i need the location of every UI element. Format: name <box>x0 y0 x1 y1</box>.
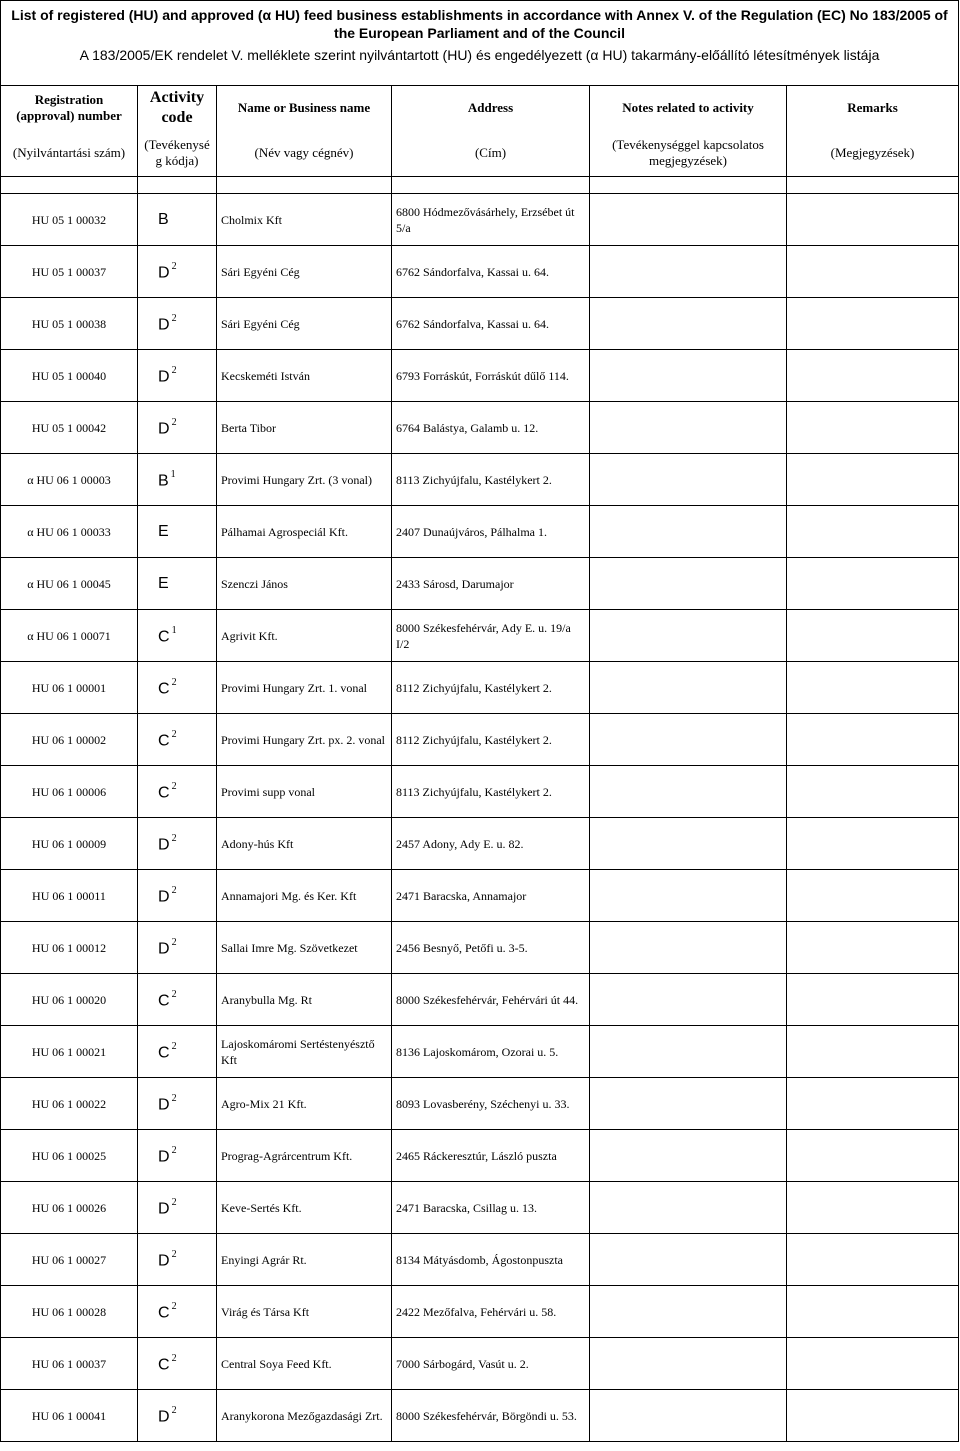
activity-code: B <box>158 472 169 490</box>
registration-number-cell: HU 05 1 00038 <box>1 298 138 350</box>
address-cell: 8000 Székesfehérvár, Fehérvári út 44. <box>392 974 590 1026</box>
address-cell: 8136 Lajoskomárom, Ozorai u. 5. <box>392 1026 590 1078</box>
remarks-cell <box>787 922 959 974</box>
activity-code-superscript: 2 <box>171 1197 177 1209</box>
activity-code-cell <box>138 1234 217 1286</box>
activity-code: D <box>158 1408 170 1426</box>
notes-cell <box>590 454 787 506</box>
activity-code-superscript: 2 <box>171 1301 177 1313</box>
activity-code-superscript: 2 <box>171 885 177 897</box>
activity-code-cell <box>138 1130 217 1182</box>
registration-number-cell: HU 06 1 00006 <box>1 766 138 818</box>
registration-number-cell: α HU 06 1 00003 <box>1 454 138 506</box>
activity-code: C <box>158 1044 170 1062</box>
activity-code-superscript: 2 <box>171 989 177 1001</box>
activity-code-cell <box>138 506 217 558</box>
table-row <box>1 1234 959 1286</box>
remarks-cell <box>787 246 959 298</box>
activity-code-superscript: 2 <box>171 1041 177 1053</box>
activity-code-cell <box>138 194 217 246</box>
remarks-cell <box>787 194 959 246</box>
remarks-cell <box>787 870 959 922</box>
notes-cell <box>590 1286 787 1338</box>
table-row <box>1 818 959 870</box>
title-hungarian: A 183/2005/EK rendelet V. melléklete szerint nyilvántartott (HU) és engedélyezett (α HU) takarmány-előállító létesítmények listája <box>1 43 959 86</box>
activity-code-cell <box>138 818 217 870</box>
business-name-cell: Kecskeméti István <box>217 350 392 402</box>
notes-cell <box>590 974 787 1026</box>
notes-cell <box>590 1234 787 1286</box>
activity-code-cell <box>138 1286 217 1338</box>
registration-number-cell: α HU 06 1 00045 <box>1 558 138 610</box>
activity-code-cell <box>138 870 217 922</box>
table-row <box>1 454 959 506</box>
activity-code-cell <box>138 922 217 974</box>
business-name-cell: Aranykorona Mezőgazdasági Zrt. <box>217 1390 392 1442</box>
business-name-cell: Sári Egyéni Cég <box>217 246 392 298</box>
activity-code-superscript: 2 <box>171 677 177 689</box>
table-row <box>1 1182 959 1234</box>
remarks-cell <box>787 1026 959 1078</box>
table-row <box>1 506 959 558</box>
address-cell: 8112 Zichyújfalu, Kastélykert 2. <box>392 714 590 766</box>
registration-number-cell: HU 06 1 00011 <box>1 870 138 922</box>
notes-cell <box>590 1182 787 1234</box>
header-activity-en: Activity code <box>138 86 217 131</box>
table-row <box>1 870 959 922</box>
address-cell: 2433 Sárosd, Darumajor <box>392 558 590 610</box>
address-cell: 6762 Sándorfalva, Kassai u. 64. <box>392 246 590 298</box>
business-name-cell: Keve-Sertés Kft. <box>217 1182 392 1234</box>
activity-code-cell <box>138 350 217 402</box>
table-row <box>1 298 959 350</box>
business-name-cell: Central Soya Feed Kft. <box>217 1338 392 1390</box>
header-remarks-hu: (Megjegyzések) <box>787 130 959 177</box>
header-registration-hu: (Nyilvántartási szám) <box>1 130 138 177</box>
activity-code-cell <box>138 298 217 350</box>
remarks-cell <box>787 714 959 766</box>
activity-code-cell <box>138 1026 217 1078</box>
spacer-cell <box>392 177 590 194</box>
business-name-cell: Provimi Hungary Zrt. px. 2. vonal <box>217 714 392 766</box>
notes-cell <box>590 1390 787 1442</box>
registration-number-cell: HU 06 1 00002 <box>1 714 138 766</box>
activity-code-superscript: 2 <box>171 261 177 273</box>
registration-number-cell: HU 05 1 00037 <box>1 246 138 298</box>
business-name-cell: Aranybulla Mg. Rt <box>217 974 392 1026</box>
remarks-cell <box>787 1234 959 1286</box>
remarks-cell <box>787 1078 959 1130</box>
address-cell: 2456 Besnyő, Petőfi u. 3-5. <box>392 922 590 974</box>
address-cell: 8113 Zichyújfalu, Kastélykert 2. <box>392 766 590 818</box>
address-cell: 2422 Mezőfalva, Fehérvári u. 58. <box>392 1286 590 1338</box>
activity-code-cell <box>138 766 217 818</box>
activity-code: C <box>158 680 170 698</box>
activity-code-cell <box>138 1182 217 1234</box>
remarks-cell <box>787 454 959 506</box>
remarks-cell <box>787 974 959 1026</box>
activity-code: C <box>158 1304 170 1322</box>
activity-code: D <box>158 836 170 854</box>
activity-code-superscript: 2 <box>171 1249 177 1261</box>
business-name-cell: Lajoskomáromi Sertéstenyésztő Kft <box>217 1026 392 1078</box>
remarks-cell <box>787 1338 959 1390</box>
remarks-cell <box>787 1286 959 1338</box>
activity-code: D <box>158 1148 170 1166</box>
title-english: List of registered (HU) and approved (α HU) feed business establishments in accordance with Annex V. of the Regulation (EC) No 183/2005 of the European Parliament and of the Council <box>1 1 959 44</box>
notes-cell <box>590 1338 787 1390</box>
spacer-cell <box>217 177 392 194</box>
notes-cell <box>590 1026 787 1078</box>
registration-number-cell: HU 05 1 00040 <box>1 350 138 402</box>
spacer-cell <box>138 177 217 194</box>
business-name-cell: Prograg-Agrárcentrum Kft. <box>217 1130 392 1182</box>
notes-cell <box>590 402 787 454</box>
activity-code-superscript: 2 <box>171 365 177 377</box>
table-row <box>1 974 959 1026</box>
activity-code: D <box>158 264 170 282</box>
registration-number-cell: HU 06 1 00037 <box>1 1338 138 1390</box>
remarks-cell <box>787 1390 959 1442</box>
notes-cell <box>590 558 787 610</box>
activity-code-cell <box>138 1078 217 1130</box>
address-cell: 2471 Baracska, Annamajor <box>392 870 590 922</box>
business-name-cell: Sári Egyéni Cég <box>217 298 392 350</box>
business-name-cell: Pálhamai Agrospeciál Kft. <box>217 506 392 558</box>
activity-code-cell <box>138 246 217 298</box>
activity-code-cell <box>138 402 217 454</box>
spacer-cell <box>590 177 787 194</box>
address-cell: 2407 Dunaújváros, Pálhalma 1. <box>392 506 590 558</box>
activity-code-cell <box>138 662 217 714</box>
address-cell: 8112 Zichyújfalu, Kastélykert 2. <box>392 662 590 714</box>
table-row <box>1 922 959 974</box>
notes-cell <box>590 922 787 974</box>
table-row <box>1 558 959 610</box>
address-cell: 2465 Ráckeresztúr, László puszta <box>392 1130 590 1182</box>
notes-cell <box>590 350 787 402</box>
address-cell: 8000 Székesfehérvár, Ady E. u. 19/a I/2 <box>392 610 590 662</box>
activity-code-superscript: 1 <box>171 625 177 637</box>
notes-cell <box>590 766 787 818</box>
activity-code-cell <box>138 974 217 1026</box>
remarks-cell <box>787 1130 959 1182</box>
activity-code-cell <box>138 454 217 506</box>
business-name-cell: Cholmix Kft <box>217 194 392 246</box>
activity-code-superscript: 2 <box>171 781 177 793</box>
address-cell: 6800 Hódmezővásárhely, Erzsébet út 5/a <box>392 194 590 246</box>
header-notes-hu: (Tevékenységgel kapcsolatos megjegyzések) <box>590 130 787 177</box>
address-cell: 8000 Székesfehérvár, Börgöndi u. 53. <box>392 1390 590 1442</box>
remarks-cell <box>787 1182 959 1234</box>
header-address-hu: (Cím) <box>392 130 590 177</box>
activity-code-cell <box>138 1338 217 1390</box>
activity-code: C <box>158 784 170 802</box>
table-row <box>1 1130 959 1182</box>
table-row <box>1 714 959 766</box>
table-row <box>1 1078 959 1130</box>
notes-cell <box>590 610 787 662</box>
business-name-cell: Provimi supp vonal <box>217 766 392 818</box>
business-name-cell: Adony-hús Kft <box>217 818 392 870</box>
registration-number-cell: HU 06 1 00009 <box>1 818 138 870</box>
notes-cell <box>590 1130 787 1182</box>
activity-code-superscript: 1 <box>170 469 176 481</box>
registration-number-cell: HU 06 1 00012 <box>1 922 138 974</box>
activity-code: D <box>158 940 170 958</box>
activity-code-superscript: 2 <box>171 729 177 741</box>
address-cell: 6764 Balástya, Galamb u. 12. <box>392 402 590 454</box>
activity-code-superscript: 2 <box>171 1145 177 1157</box>
header-address-en: Address <box>392 86 590 131</box>
notes-cell <box>590 1078 787 1130</box>
remarks-cell <box>787 558 959 610</box>
activity-code-superscript: 2 <box>171 1405 177 1417</box>
business-name-cell: Provimi Hungary Zrt. (3 vonal) <box>217 454 392 506</box>
activity-code-superscript: 2 <box>171 833 177 845</box>
remarks-cell <box>787 350 959 402</box>
activity-code: E <box>158 574 169 592</box>
address-cell: 8113 Zichyújfalu, Kastélykert 2. <box>392 454 590 506</box>
address-cell: 2471 Baracska, Csillag u. 13. <box>392 1182 590 1234</box>
activity-code-cell <box>138 1390 217 1442</box>
activity-code-superscript: 2 <box>171 313 177 325</box>
table-row <box>1 1390 959 1442</box>
registration-number-cell: HU 06 1 00022 <box>1 1078 138 1130</box>
table-row <box>1 1026 959 1078</box>
notes-cell <box>590 506 787 558</box>
table-row <box>1 766 959 818</box>
activity-code: D <box>158 888 170 906</box>
notes-cell <box>590 870 787 922</box>
business-name-cell: Annamajori Mg. és Ker. Kft <box>217 870 392 922</box>
activity-code: B <box>158 210 169 228</box>
business-name-cell: Provimi Hungary Zrt. 1. vonal <box>217 662 392 714</box>
notes-cell <box>590 818 787 870</box>
activity-code-superscript: 2 <box>171 1353 177 1365</box>
notes-cell <box>590 714 787 766</box>
remarks-cell <box>787 818 959 870</box>
business-name-cell: Agro-Mix 21 Kft. <box>217 1078 392 1130</box>
address-cell: 2457 Adony, Ady E. u. 82. <box>392 818 590 870</box>
table-row <box>1 402 959 454</box>
registration-number-cell: HU 05 1 00042 <box>1 402 138 454</box>
business-name-cell: Berta Tibor <box>217 402 392 454</box>
registration-number-cell: HU 06 1 00028 <box>1 1286 138 1338</box>
header-remarks-en: Remarks <box>787 86 959 131</box>
header-name-hu: (Név vagy cégnév) <box>217 130 392 177</box>
business-name-cell: Agrivit Kft. <box>217 610 392 662</box>
header-activity-hu: (Tevékenysé g kódja) <box>138 130 217 177</box>
activity-code-superscript: 2 <box>171 937 177 949</box>
activity-code-cell <box>138 558 217 610</box>
table-row <box>1 350 959 402</box>
registration-number-cell: HU 06 1 00021 <box>1 1026 138 1078</box>
business-name-cell: Enyingi Agrár Rt. <box>217 1234 392 1286</box>
table-row <box>1 610 959 662</box>
registration-number-cell: α HU 06 1 00071 <box>1 610 138 662</box>
address-cell: 6793 Forráskút, Forráskút dűlő 114. <box>392 350 590 402</box>
activity-code-cell <box>138 714 217 766</box>
business-name-cell: Sallai Imre Mg. Szövetkezet <box>217 922 392 974</box>
spacer-cell <box>787 177 959 194</box>
registration-number-cell: α HU 06 1 00033 <box>1 506 138 558</box>
registration-number-cell: HU 05 1 00032 <box>1 194 138 246</box>
address-cell: 8134 Mátyásdomb, Ágostonpuszta <box>392 1234 590 1286</box>
header-registration-en: Registration (approval) number <box>1 86 138 131</box>
activity-code-cell <box>138 610 217 662</box>
registration-number-cell: HU 06 1 00041 <box>1 1390 138 1442</box>
table-row <box>1 246 959 298</box>
header-notes-en: Notes related to activity <box>590 86 787 131</box>
activity-code-superscript: 2 <box>171 1093 177 1105</box>
table-row <box>1 194 959 246</box>
activity-code: D <box>158 1096 170 1114</box>
table-row <box>1 662 959 714</box>
address-cell: 7000 Sárbogárd, Vasút u. 2. <box>392 1338 590 1390</box>
activity-code: C <box>158 628 170 646</box>
table-row <box>1 1338 959 1390</box>
registration-number-cell: HU 06 1 00020 <box>1 974 138 1026</box>
activity-code: E <box>158 522 169 540</box>
header-name-en: Name or Business name <box>217 86 392 131</box>
business-name-cell: Virág és Társa Kft <box>217 1286 392 1338</box>
notes-cell <box>590 662 787 714</box>
spacer-cell <box>1 177 138 194</box>
table-row <box>1 1286 959 1338</box>
address-cell: 8093 Lovasberény, Széchenyi u. 33. <box>392 1078 590 1130</box>
activity-code: C <box>158 1356 170 1374</box>
establishment-rows <box>1 194 959 1442</box>
registration-number-cell: HU 06 1 00027 <box>1 1234 138 1286</box>
notes-cell <box>590 194 787 246</box>
activity-code: D <box>158 1200 170 1218</box>
remarks-cell <box>787 610 959 662</box>
remarks-cell <box>787 766 959 818</box>
activity-code: D <box>158 1252 170 1270</box>
activity-code: D <box>158 368 170 386</box>
registration-number-cell: HU 06 1 00025 <box>1 1130 138 1182</box>
remarks-cell <box>787 506 959 558</box>
remarks-cell <box>787 402 959 454</box>
registration-number-cell: HU 06 1 00001 <box>1 662 138 714</box>
notes-cell <box>590 246 787 298</box>
registration-number-cell: HU 06 1 00026 <box>1 1182 138 1234</box>
activity-code: D <box>158 420 170 438</box>
activity-code-superscript: 2 <box>171 417 177 429</box>
activity-code: C <box>158 732 170 750</box>
activity-code: D <box>158 316 170 334</box>
notes-cell <box>590 298 787 350</box>
activity-code: C <box>158 992 170 1010</box>
remarks-cell <box>787 298 959 350</box>
business-name-cell: Szenczi János <box>217 558 392 610</box>
address-cell: 6762 Sándorfalva, Kassai u. 64. <box>392 298 590 350</box>
remarks-cell <box>787 662 959 714</box>
